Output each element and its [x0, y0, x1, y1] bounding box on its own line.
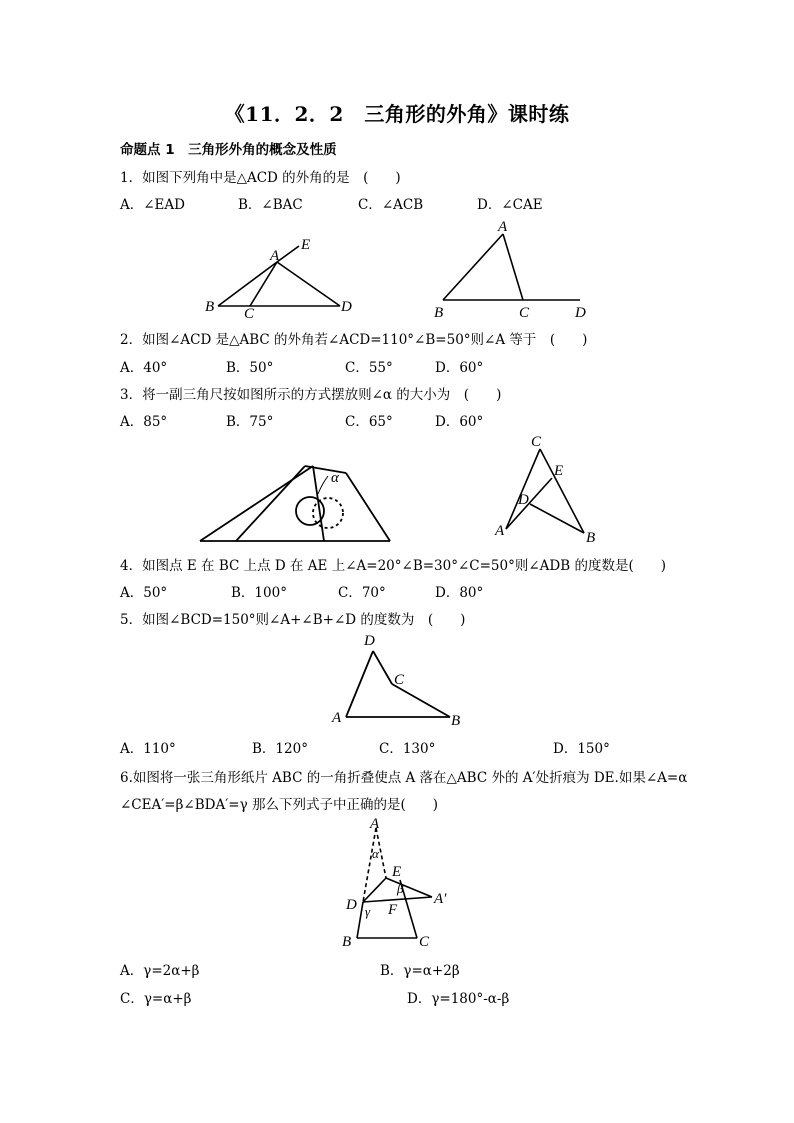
q6-label-b: B	[342, 934, 352, 950]
question-1-stem: 1．如图下列角中是△ACD 的外角的是 ( )	[120, 170, 401, 186]
q3-alpha-label: α	[331, 470, 339, 486]
fig2-label-a: A	[498, 219, 508, 235]
q4-option-b: B．100°	[231, 585, 287, 601]
question-6-stem-line-2: ∠CEA′=β∠BDA′=γ 那么下列式子中正确的是( )	[120, 797, 439, 813]
q3-option-b: B．75°	[226, 414, 274, 430]
fig1-label-d: D	[341, 299, 352, 315]
question-5-stem: 5．如图∠BCD=150°则∠A+∠B+∠D 的度数为 ( )	[120, 612, 466, 628]
fig1-label-b: B	[205, 299, 215, 315]
q6-option-a: A．γ=2α+β	[120, 963, 200, 979]
q3-option-a: A．85°	[120, 414, 168, 430]
q2-option-c: C．55°	[345, 360, 393, 376]
q1-option-a: A．∠EAD	[120, 197, 185, 213]
q6-label-d: D	[346, 897, 357, 913]
q5-label-b: B	[451, 713, 461, 729]
q4-label-a: A	[495, 523, 505, 539]
fig2-label-c: C	[519, 305, 530, 321]
q5-option-d: D．150°	[553, 741, 610, 757]
q5-label-a: A	[332, 710, 342, 726]
question-6-stem-line-1: 6.如图将一张三角形纸片 ABC 的一角折叠使点 A 落在△ABC 外的 A′处折痕为 DE.如果∠A=α	[120, 770, 688, 786]
q5-option-b: B．120°	[252, 741, 308, 757]
q4-label-c: C	[531, 434, 542, 450]
q2-option-d: D．60°	[435, 360, 484, 376]
q1-option-c: C．∠ACB	[358, 197, 424, 213]
question-2-stem: 2．如图∠ACD 是△ABC 的外角若∠ACD=110°∠B=50°则∠A 等于 ( )	[120, 332, 588, 348]
question-4-stem: 4．如图点 E 在 BC 上点 D 在 AE 上∠A=20°∠B=30°∠C=50°则∠ADB 的度数是( )	[120, 558, 666, 574]
q4-option-c: C．70°	[338, 585, 386, 601]
q4-label-d: D	[518, 492, 529, 508]
q1-option-b: B．∠BAC	[238, 197, 303, 213]
q5-label-c: C	[394, 672, 405, 688]
q6-option-b: B．γ=α+2β	[380, 963, 460, 979]
q2-option-a: A．40°	[120, 360, 168, 376]
q5-option-c: C．130°	[379, 741, 436, 757]
q6-label-c: C	[419, 934, 430, 950]
page-title: 《11．2．2 三角形的外角》课时练	[224, 102, 570, 126]
question-3-stem: 3．将一副三角尺按如图所示的方式摆放则∠α 的大小为 ( )	[120, 387, 502, 403]
q4-label-b: B	[586, 530, 596, 546]
q5-option-a: A．110°	[120, 741, 176, 757]
fig2-label-b: B	[434, 305, 444, 321]
q4-option-a: A．50°	[120, 585, 168, 601]
q1-option-d: D．∠CAE	[477, 197, 543, 213]
q6-label-e: E	[392, 864, 402, 880]
q6-option-c: C．γ=α+β	[120, 991, 192, 1007]
fig1-label-e: E	[301, 237, 311, 253]
q6-option-d: D．γ=180°-α-β	[407, 991, 510, 1007]
fig2-label-d: D	[575, 305, 586, 321]
q4-label-e: E	[554, 463, 564, 479]
q5-label-d: D	[364, 633, 375, 649]
q6-label-alpha: α	[372, 846, 379, 861]
q6-label-f: F	[388, 902, 398, 918]
q3-option-d: D．60°	[435, 414, 484, 430]
section-heading: 命题点 1 三角形外角的概念及性质	[120, 142, 337, 158]
q3-option-c: C．65°	[345, 414, 393, 430]
q6-label-a: A	[370, 816, 380, 832]
q6-label-a-prime: A′	[434, 891, 447, 907]
fig1-label-a: A	[270, 248, 280, 264]
q6-label-beta: β	[397, 881, 404, 896]
fig1-label-c: C	[244, 306, 255, 322]
q6-label-gamma: γ	[365, 904, 371, 919]
q2-option-b: B．50°	[226, 360, 274, 376]
q4-option-d: D．80°	[435, 585, 484, 601]
